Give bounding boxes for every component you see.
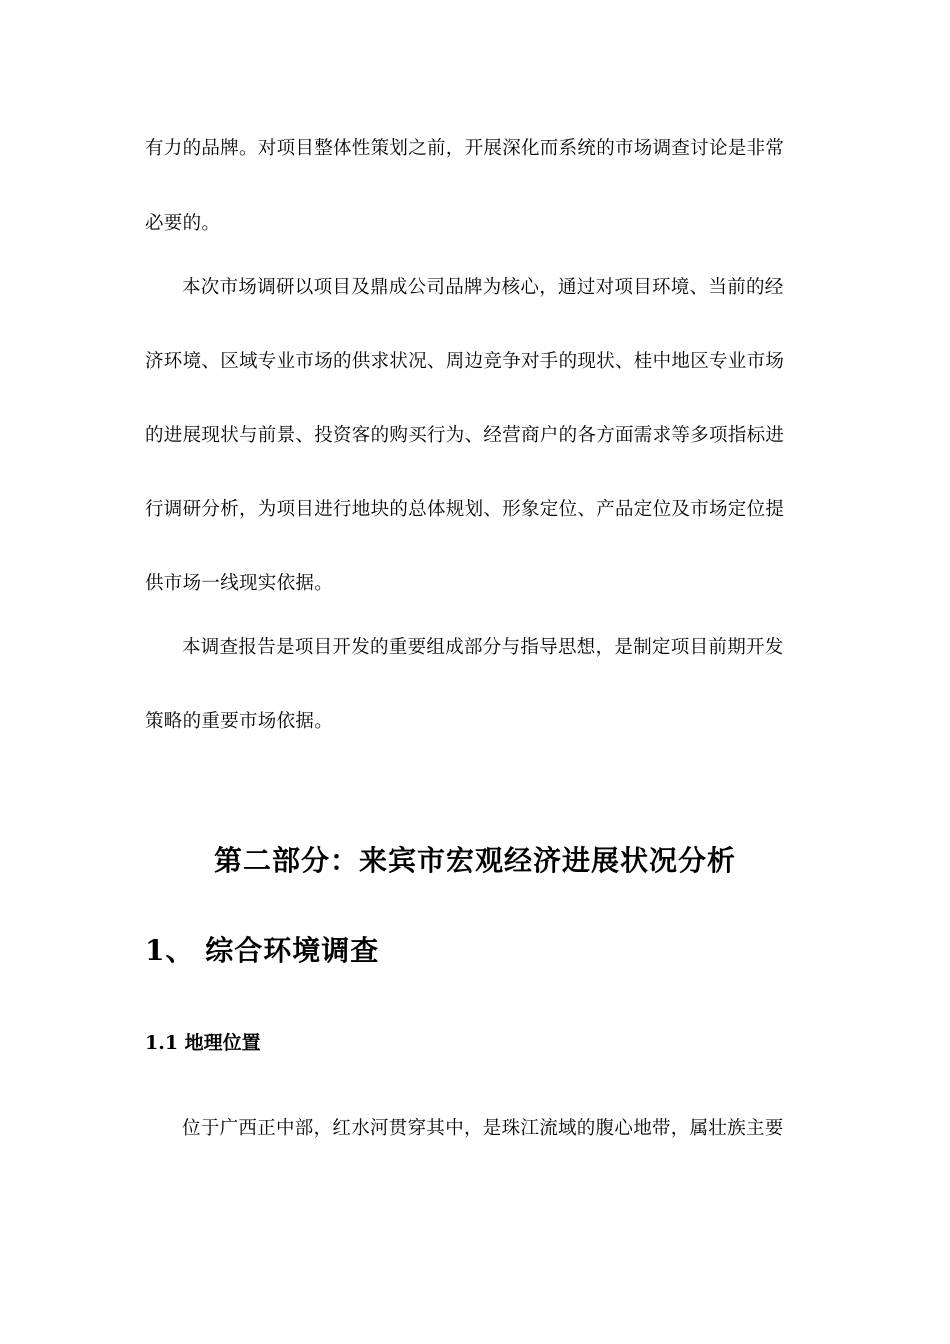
section-heading: 1、 综合环境调查	[145, 934, 380, 967]
paragraph-2-line-3: 的进展现状与前景、投资客的购买行为、经营商户的各方面需求等多项指标进	[145, 425, 785, 446]
paragraph-3-line-1: 本调查报告是项目开发的重要组成部分与指导思想，是制定项目前期开发	[182, 637, 784, 658]
paragraph-2-line-5: 供市场一线现实依据。	[145, 573, 334, 594]
subsection-heading: 1.1 地理位置	[145, 1032, 261, 1054]
paragraph-1-line-2: 必要的。	[145, 213, 221, 234]
paragraph-3-line-2: 策略的重要市场依据。	[145, 711, 334, 732]
paragraph-2-line-4: 行调研分析，为项目进行地块的总体规划、形象定位、产品定位及市场定位提	[145, 499, 785, 520]
paragraph-2-line-1: 本次市场调研以项目及鼎成公司品牌为核心，通过对项目环境、当前的经	[182, 277, 784, 298]
paragraph-1-line-1: 有力的品牌。对项目整体性策划之前，开展深化而系统的市场调查讨论是非常	[145, 138, 785, 159]
part-title: 第二部分：来宾市宏观经济进展状况分析	[213, 844, 736, 877]
paragraph-2-line-2: 济环境、区域专业市场的供求状况、周边竞争对手的现状、桂中地区专业市场	[145, 351, 785, 372]
paragraph-4-line-1: 位于广西正中部，红水河贯穿其中，是珠江流域的腹心地带，属壮族主要	[182, 1118, 784, 1139]
